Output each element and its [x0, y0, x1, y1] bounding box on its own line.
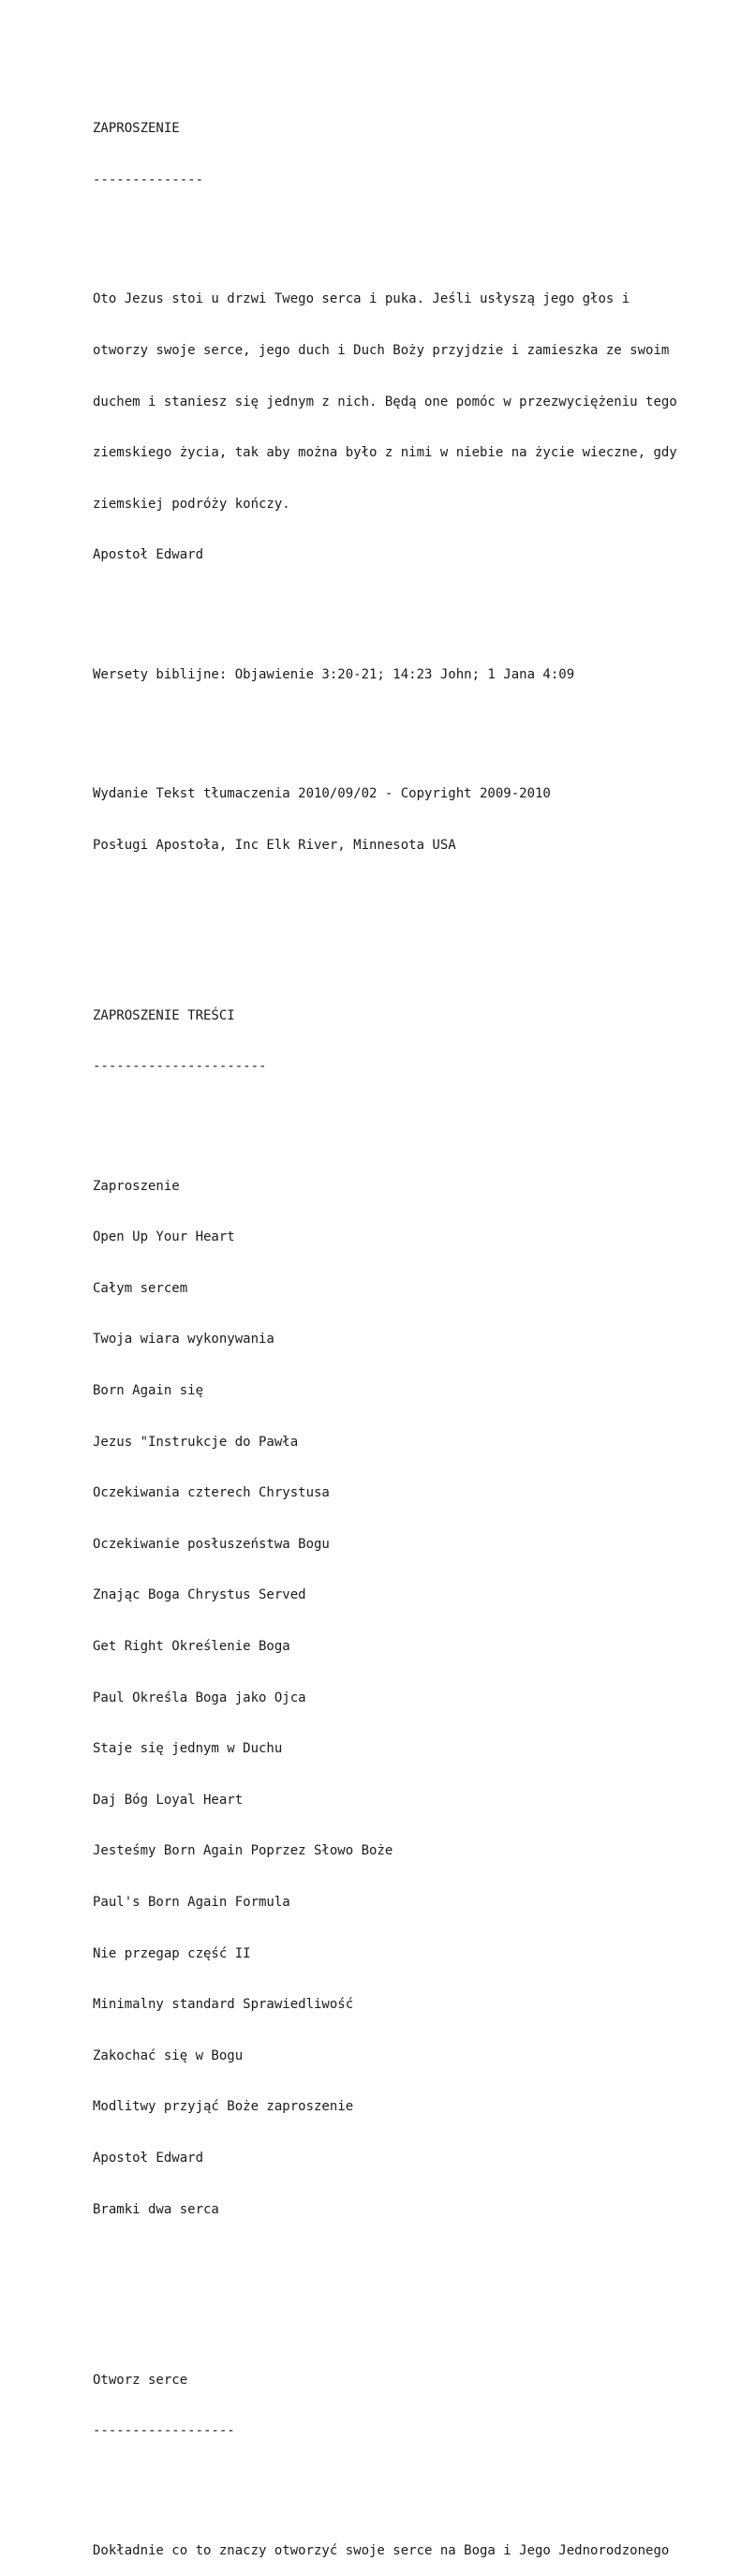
- toc-item: Jezus "Instrukcje do Pawła: [93, 1434, 299, 1450]
- section-title-underline: --------------: [93, 172, 204, 187]
- toc-item: Oczekiwanie posłuszeństwa Bogu: [93, 1536, 330, 1552]
- document-page: [93, 86, 730, 2576]
- toc-item: Born Again się: [93, 1383, 204, 1399]
- spacer: [93, 1109, 730, 1126]
- paragraph-line: Dokładnie co to znaczy otworzyć swoje serce na Boga i Jego Jednorodzonego: [93, 2542, 670, 2558]
- author-signature: Apostoł Edward: [93, 547, 204, 563]
- bible-verses: Wersety biblijne: Objawienie 3:20-21; 14:23 John; 1 Jana 4:09: [93, 666, 575, 682]
- toc-item: Open Up Your Heart: [93, 1229, 235, 1245]
- spacer: [93, 223, 730, 240]
- toc-item: Zakochać się w Bogu: [93, 2047, 244, 2063]
- toc-title: ZAPROSZENIE TREŚCI: [93, 1007, 235, 1023]
- spacer: [93, 887, 730, 904]
- toc-item: Nie przegap część II: [93, 1945, 251, 1961]
- toc-item: Minimalny standard Sprawiedliwość: [93, 1997, 354, 2013]
- section-title-zaproszenie: ZAPROSZENIE: [93, 121, 180, 137]
- section-title-underline: ------------------: [93, 2423, 235, 2439]
- toc-item: Get Right Określenie Boga: [93, 1639, 290, 1655]
- toc-item: Modlitwy przyjąć Boże zaproszenie: [93, 2099, 354, 2115]
- paragraph-line: ziemskiego życia, tak aby można było z nimi w niebie na życie wieczne, gdy: [93, 445, 677, 461]
- spacer: [93, 598, 730, 615]
- spacer: [93, 939, 730, 956]
- toc-item: Staje się jednym w Duchu: [93, 1741, 283, 1757]
- toc-item: Paul Określa Boga jako Ojca: [93, 1690, 306, 1705]
- paragraph-line: otworzy swoje serce, jego duch i Duch Boży przyjdzie i zamieszka ze swoim: [93, 342, 670, 358]
- spacer: [93, 2474, 730, 2491]
- toc-item: Apostoł Edward: [93, 2150, 204, 2166]
- paragraph-line: duchem i staniesz się jednym z nich. Będą one pomóc w przezwyciężeniu tego: [93, 394, 677, 409]
- edition-info: Wydanie Tekst tłumaczenia 2010/09/02 - Copyright 2009-2010: [93, 786, 551, 802]
- spacer: [93, 717, 730, 734]
- toc-item: Zaproszenie: [93, 1178, 180, 1194]
- paragraph-line: ziemskiej podróży kończy.: [93, 496, 290, 512]
- toc-item: Daj Bóg Loyal Heart: [93, 1792, 244, 1808]
- spacer: [93, 2303, 730, 2320]
- toc-item: Bramki dwa serca: [93, 2201, 219, 2217]
- toc-item: Twoja wiara wykonywania: [93, 1332, 274, 1348]
- paragraph-line: Oto Jezus stoi u drzwi Twego serca i puka. Jeśli usłyszą jego głos i: [93, 291, 630, 307]
- toc-item: Znając Boga Chrystus Served: [93, 1587, 306, 1603]
- spacer: [93, 2252, 730, 2269]
- toc-item: Oczekiwania czterech Chrystusa: [93, 1485, 330, 1501]
- toc-item: Paul's Born Again Formula: [93, 1895, 290, 1911]
- toc-title-underline: ----------------------: [93, 1059, 267, 1075]
- publisher-info: Posługi Apostoła, Inc Elk River, Minnesota USA: [93, 837, 456, 853]
- toc-item: Całym sercem: [93, 1280, 188, 1296]
- toc-item: Jesteśmy Born Again Poprzez Słowo Boże: [93, 1843, 393, 1859]
- section-title-otworz-serce: Otworz serce: [93, 2372, 188, 2388]
